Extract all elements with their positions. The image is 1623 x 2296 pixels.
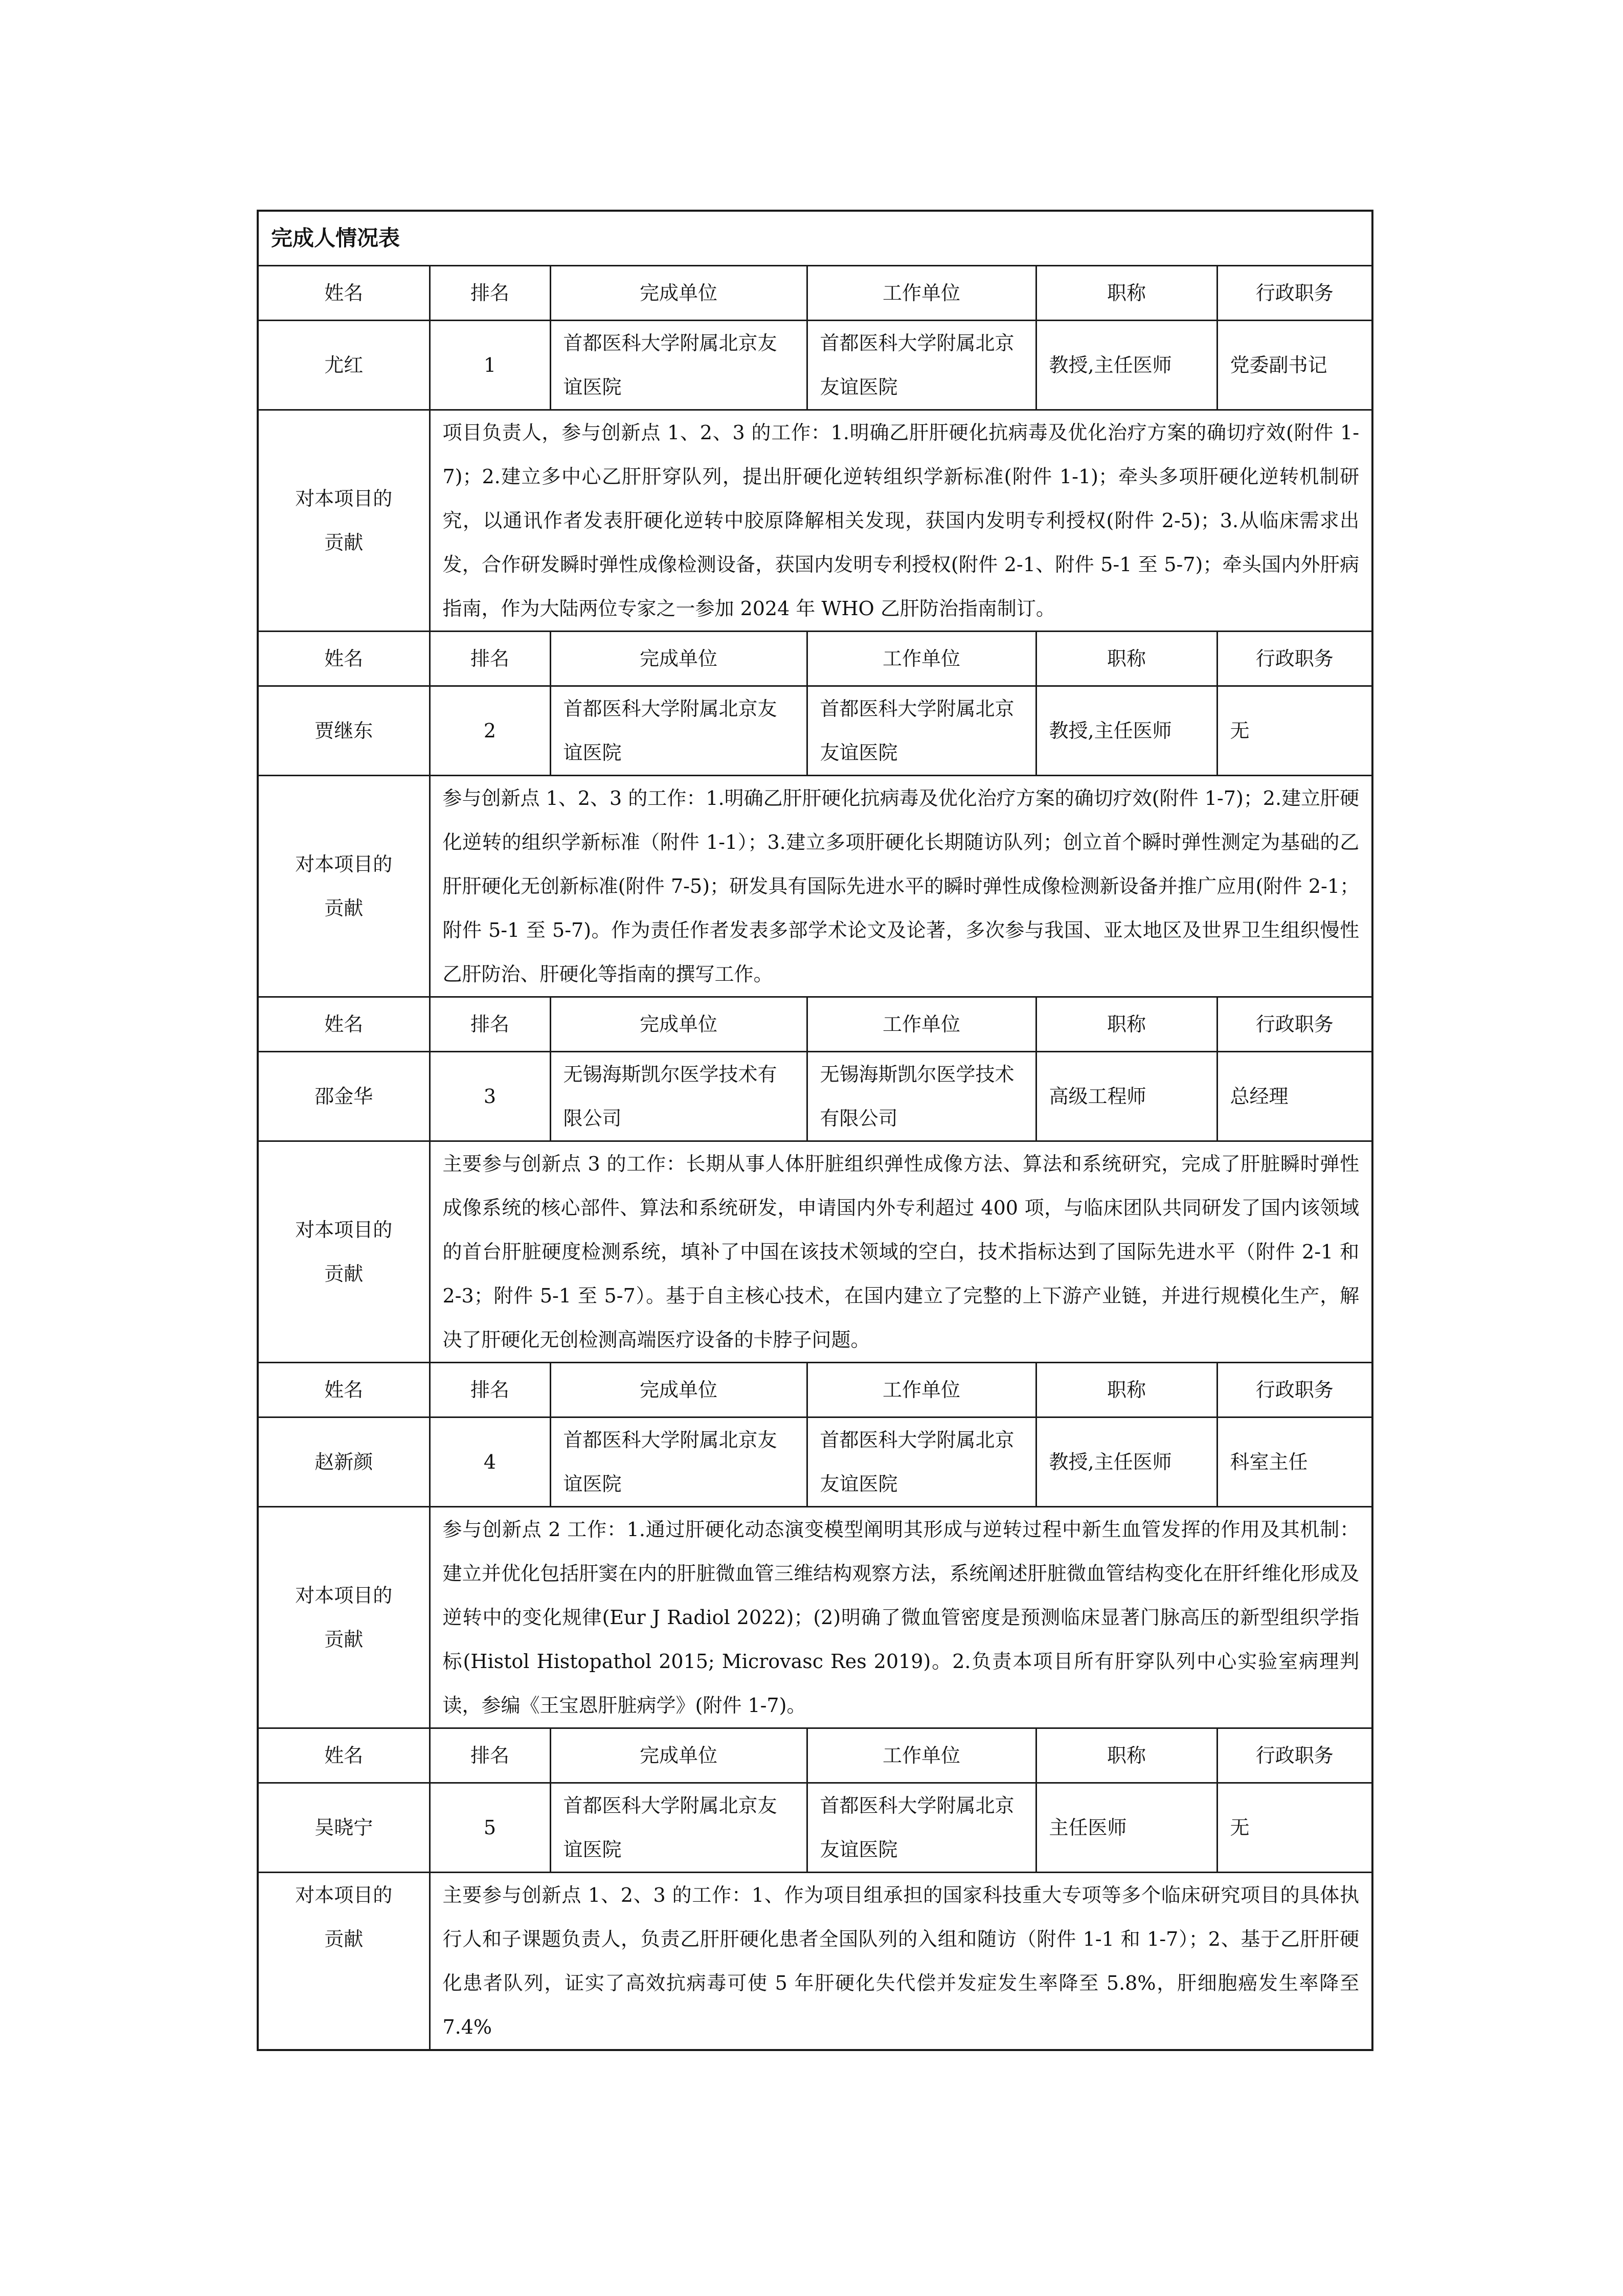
header-completing-unit: 完成单位 — [550, 997, 807, 1052]
person-admin-post: 无 — [1217, 686, 1372, 776]
person-work-unit: 首都医科大学附属北京友谊医院 — [807, 686, 1036, 776]
contribution-label-line2: 贡献 — [324, 531, 364, 554]
person-work-unit: 首都医科大学附属北京友谊医院 — [807, 1417, 1036, 1507]
header-name: 姓名 — [258, 1728, 430, 1783]
header-title: 职称 — [1036, 632, 1217, 686]
header-name: 姓名 — [258, 266, 430, 321]
contribution-text: 项目负责人，参与创新点 1、2、3 的工作：1.明确乙肝肝硬化抗病毒及优化治疗方案的确切疗效(附件 1-7)；2.建立多中心乙肝肝穿队列，提出肝硬化逆转组织学新标准(附件 1-1)；牵头多项肝硬化逆转机制研究，以通讯作者发表肝硬化逆转中胶原降解相关发现，获国内发明专利授权(附件 2-5)；3.从临床需求出发，合作研发瞬时弹性成像检测设备，获国内发明专利授权(附件 2-1、附件 5-1 至 5-7)；牵头国内外肝病指南，作为大陆两位专家之一参加 2024 年 WHO 乙肝防治指南制订。 — [430, 410, 1372, 632]
contribution-label-line1: 对本项目的 — [295, 1219, 393, 1241]
header-row — [258, 1363, 1372, 1417]
header-admin-post: 行政职务 — [1217, 1363, 1372, 1417]
person-admin-post: 无 — [1217, 1783, 1372, 1873]
header-title: 职称 — [1036, 266, 1217, 321]
header-title: 职称 — [1036, 1363, 1217, 1417]
contribution-label — [258, 410, 430, 632]
header-work-unit: 工作单位 — [807, 266, 1036, 321]
header-name: 姓名 — [258, 997, 430, 1052]
header-rank: 排名 — [430, 1363, 550, 1417]
header-row — [258, 632, 1372, 686]
table-title: 完成人情况表 — [258, 211, 1372, 266]
contribution-label — [258, 776, 430, 997]
person-rank: 5 — [430, 1783, 550, 1873]
header-work-unit: 工作单位 — [807, 1728, 1036, 1783]
person-admin-post: 党委副书记 — [1217, 321, 1372, 410]
contribution-row — [258, 410, 1372, 632]
header-title: 职称 — [1036, 1728, 1217, 1783]
header-rank: 排名 — [430, 1728, 550, 1783]
person-info-row — [258, 1052, 1372, 1141]
person-name: 赵新颜 — [258, 1417, 430, 1507]
person-name: 邵金华 — [258, 1052, 430, 1141]
person-title: 高级工程师 — [1036, 1052, 1217, 1141]
contribution-label-line2: 贡献 — [324, 1628, 364, 1651]
contribution-label — [258, 1873, 430, 2051]
contribution-label-line2: 贡献 — [324, 897, 364, 919]
header-work-unit: 工作单位 — [807, 997, 1036, 1052]
header-completing-unit: 完成单位 — [550, 632, 807, 686]
person-info-row — [258, 321, 1372, 410]
header-rank: 排名 — [430, 266, 550, 321]
header-rank: 排名 — [430, 632, 550, 686]
header-completing-unit: 完成单位 — [550, 266, 807, 321]
person-title: 教授,主任医师 — [1036, 321, 1217, 410]
contribution-row — [258, 1873, 1372, 2051]
header-work-unit: 工作单位 — [807, 632, 1036, 686]
header-name: 姓名 — [258, 632, 430, 686]
person-work-unit: 首都医科大学附属北京友谊医院 — [807, 321, 1036, 410]
header-admin-post: 行政职务 — [1217, 632, 1372, 686]
header-completing-unit: 完成单位 — [550, 1728, 807, 1783]
contribution-label-line2: 贡献 — [324, 1928, 364, 1950]
person-title: 教授,主任医师 — [1036, 686, 1217, 776]
header-admin-post: 行政职务 — [1217, 266, 1372, 321]
contribution-row — [258, 1507, 1372, 1728]
header-title: 职称 — [1036, 997, 1217, 1052]
contribution-text: 参与创新点 1、2、3 的工作：1.明确乙肝肝硬化抗病毒及优化治疗方案的确切疗效(附件 1-7)；2.建立肝硬化逆转的组织学新标准（附件 1-1）；3.建立多项肝硬化长期随访队列；创立首个瞬时弹性测定为基础的乙肝肝硬化无创新标准(附件 7-5)；研发具有国际先进水平的瞬时弹性成像检测新设备并推广应用(附件 2-1；附件 5-1 至 5-7)。作为责任作者发表多部学术论文及论著，多次参与我国、亚太地区及世界卫生组织慢性乙肝防治、肝硬化等指南的撰写工作。 — [430, 776, 1372, 997]
header-row — [258, 266, 1372, 321]
contribution-text: 参与创新点 2 工作：1.通过肝硬化动态演变模型阐明其形成与逆转过程中新生血管发挥的作用及其机制：建立并优化包括肝窦在内的肝脏微血管三维结构观察方法，系统阐述肝脏微血管结构变化在肝纤维化形成及逆转中的变化规律(Eur J Radiol 2022)；(2)明确了微血管密度是预测临床显著门脉高压的新型组织学指标(Histol Histopathol 2015; Microvasc Res 2019)。2.负责本项目所有肝穿队列中心实验室病理判读，参编《王宝恩肝脏病学》(附件 1-7)。 — [430, 1507, 1372, 1728]
header-row — [258, 1728, 1372, 1783]
contribution-label-line1: 对本项目的 — [295, 1584, 393, 1607]
contribution-text: 主要参与创新点 3 的工作：长期从事人体肝脏组织弹性成像方法、算法和系统研究，完成了肝脏瞬时弹性成像系统的核心部件、算法和系统研发，申请国内外专利超过 400 项，与临床团队共同研发了国内该领域的首台肝脏硬度检测系统，填补了中国在该技术领域的空白，技术指标达到了国际先进水平（附件 2-1 和 2-3；附件 5-1 至 5-7）。基于自主核心技术，在国内建立了完整的上下游产业链，并进行规模化生产，解决了肝硬化无创检测高端医疗设备的卡脖子问题。 — [430, 1141, 1372, 1363]
contribution-label — [258, 1141, 430, 1363]
person-name: 尤红 — [258, 321, 430, 410]
person-admin-post: 科室主任 — [1217, 1417, 1372, 1507]
person-completing-unit: 无锡海斯凯尔医学技术有限公司 — [550, 1052, 807, 1141]
person-completing-unit: 首都医科大学附属北京友谊医院 — [550, 1417, 807, 1507]
header-completing-unit: 完成单位 — [550, 1363, 807, 1417]
header-row — [258, 997, 1372, 1052]
person-name: 贾继东 — [258, 686, 430, 776]
person-completing-unit: 首都医科大学附属北京友谊医院 — [550, 321, 807, 410]
person-work-unit: 无锡海斯凯尔医学技术有限公司 — [807, 1052, 1036, 1141]
person-admin-post: 总经理 — [1217, 1052, 1372, 1141]
person-title: 主任医师 — [1036, 1783, 1217, 1873]
person-work-unit: 首都医科大学附属北京友谊医院 — [807, 1783, 1036, 1873]
person-name: 吴晓宁 — [258, 1783, 430, 1873]
person-completing-unit: 首都医科大学附属北京友谊医院 — [550, 1783, 807, 1873]
person-info-row — [258, 686, 1372, 776]
completers-table — [257, 210, 1373, 2051]
header-work-unit: 工作单位 — [807, 1363, 1036, 1417]
contribution-row — [258, 1141, 1372, 1363]
header-name: 姓名 — [258, 1363, 430, 1417]
header-admin-post: 行政职务 — [1217, 997, 1372, 1052]
person-rank: 3 — [430, 1052, 550, 1141]
contribution-label-line1: 对本项目的 — [295, 487, 393, 510]
person-title: 教授,主任医师 — [1036, 1417, 1217, 1507]
contribution-label-line1: 对本项目的 — [295, 1884, 393, 1906]
contribution-label — [258, 1507, 430, 1728]
contribution-label-line2: 贡献 — [324, 1263, 364, 1285]
person-info-row — [258, 1417, 1372, 1507]
header-rank: 排名 — [430, 997, 550, 1052]
contribution-label-line1: 对本项目的 — [295, 853, 393, 875]
person-rank: 4 — [430, 1417, 550, 1507]
header-admin-post: 行政职务 — [1217, 1728, 1372, 1783]
contribution-row — [258, 776, 1372, 997]
person-info-row — [258, 1783, 1372, 1873]
contribution-text: 主要参与创新点 1、2、3 的工作：1、作为项目组承担的国家科技重大专项等多个临床研究项目的具体执行人和子课题负责人，负责乙肝肝硬化患者全国队列的入组和随访（附件 1-1 和 1-7）；2、基于乙肝肝硬化患者队列，证实了高效抗病毒可使 5 年肝硬化失代偿并发症发生率降至 5.8%，肝细胞癌发生率降至 7.4% — [430, 1873, 1372, 2051]
person-rank: 2 — [430, 686, 550, 776]
person-rank: 1 — [430, 321, 550, 410]
person-completing-unit: 首都医科大学附属北京友谊医院 — [550, 686, 807, 776]
